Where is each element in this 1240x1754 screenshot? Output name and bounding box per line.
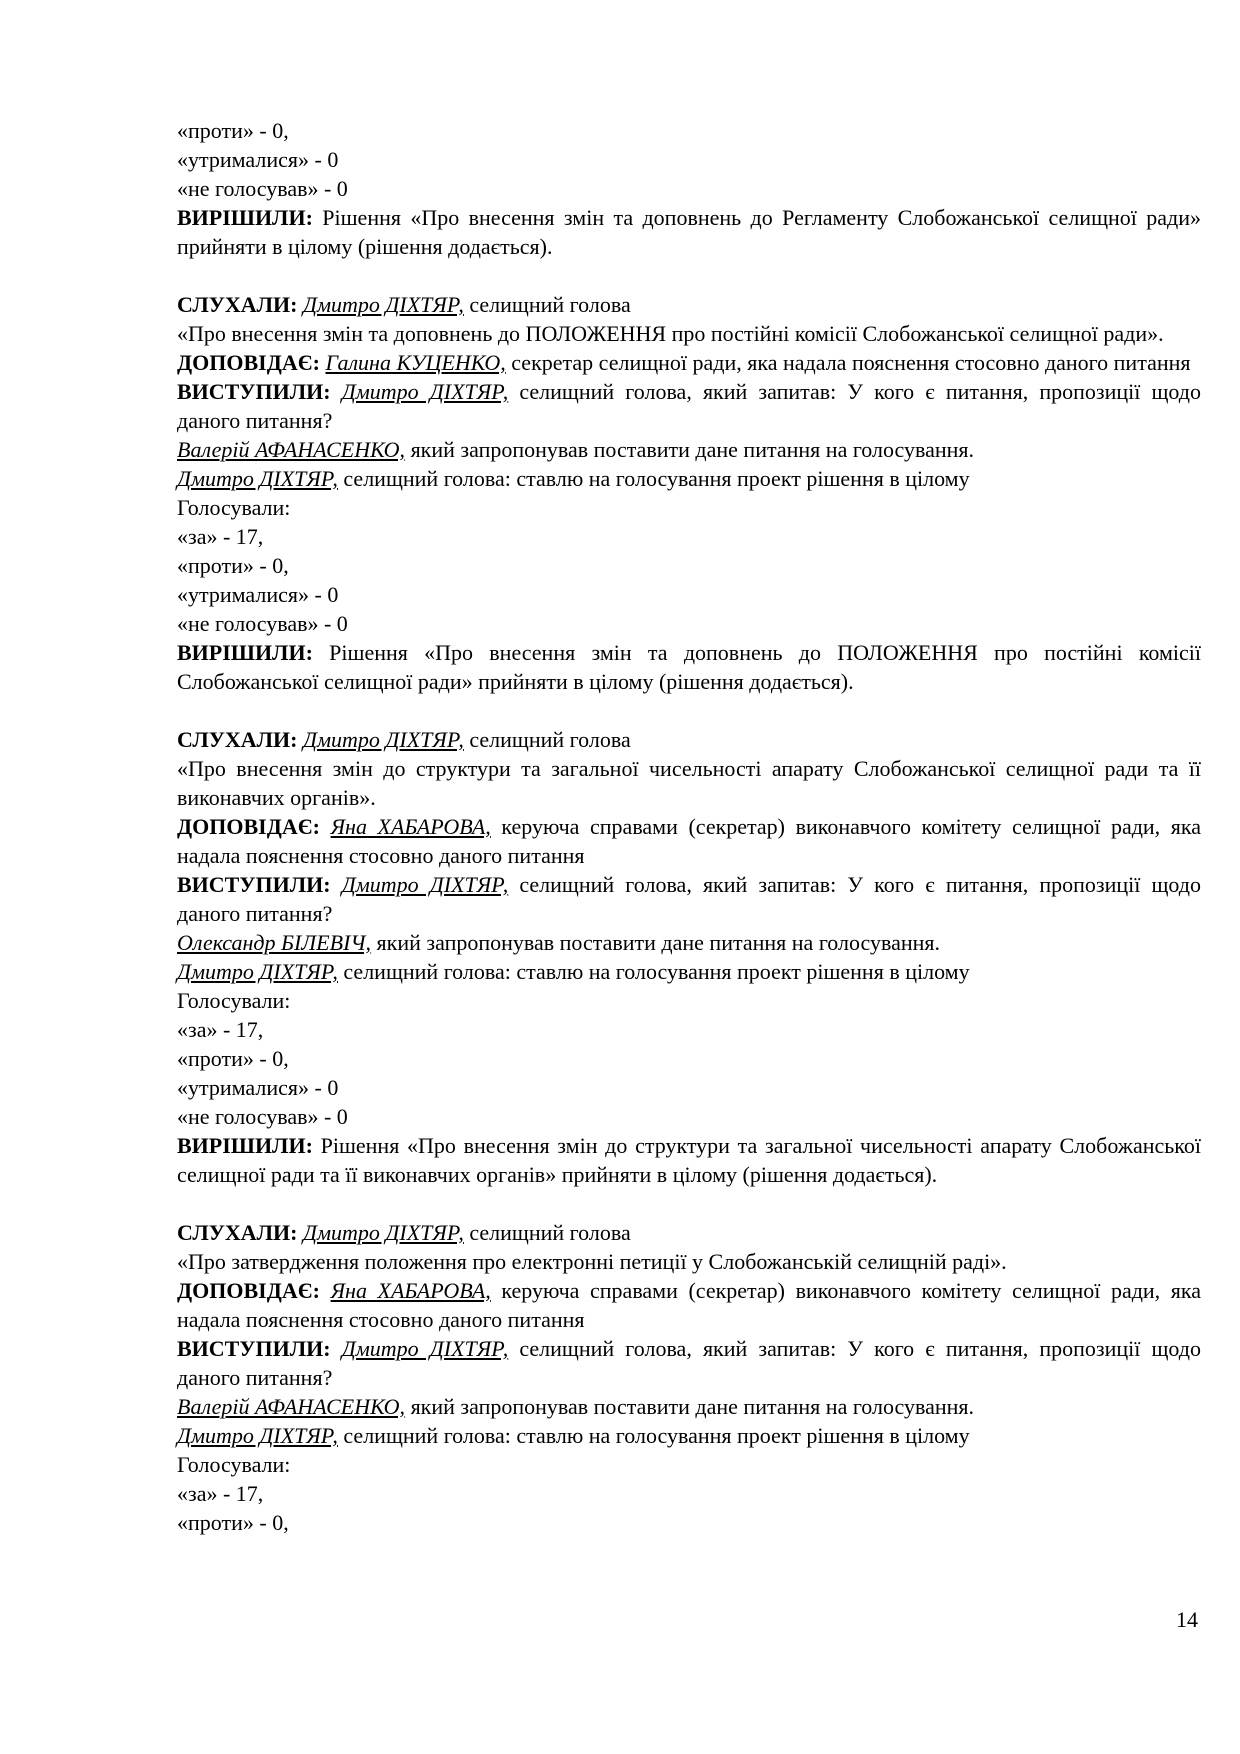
vote-not-voted: «не голосував» - 0 [177,1104,348,1129]
speaker-role: селищний голова [463,292,631,317]
decided-label: ВИРІШИЛИ: [177,640,313,665]
heard-line [177,1218,1201,1247]
chair-name: Дмитро ДІХТЯР, [177,959,338,984]
vote-against: «проти» - 0, [177,1510,289,1535]
speaker-role: селищний голова [463,727,631,752]
speaker-name: Дмитро ДІХТЯР, [341,872,509,897]
spoke-paragraph [177,377,1201,435]
spoke-text: селищний голова, який запитав: У кого є питання, пропозиції щодо даного питання? [177,379,1201,433]
spoke-paragraph [177,870,1201,928]
spoke-text: селищний голова, який запитав: У кого є питання, пропозиції щодо даного питання? [177,872,1201,926]
proposal-text: який запропонував поставити дане питання на голосування. [405,1394,975,1419]
chair-text: селищний голова: ставлю на голосування проект рішення в цілому [337,1423,970,1448]
report-text: секретар селищної ради, яка надала пояснення стосовно даного питання [505,350,1191,375]
report-paragraph [177,1276,1201,1334]
decided-text: Рішення «Про внесення змін та доповнень до ПОЛОЖЕННЯ про постійні комісії Слобожанської селищної ради» прийняти в цілому (рішення додається). [177,640,1201,694]
decision-paragraph [177,638,1201,696]
agenda-topic: «Про внесення змін та доповнень до ПОЛОЖЕННЯ про постійні комісії Слобожанської селищної ради». [177,321,1164,346]
report-text: керуюча справами (секретар) виконавчого комітету селищної ради, яка надала пояснення стосовно даного питання [177,1278,1201,1332]
heard-label: СЛУХАЛИ: [177,1220,298,1245]
chair-text: селищний голова: ставлю на голосування проект рішення в цілому [337,466,970,491]
chair-name: Дмитро ДІХТЯР, [177,1423,338,1448]
report-label: ДОПОВІДАЄ: [177,350,320,375]
proposal-line [177,1392,1201,1421]
reporter-name: Галина КУЦЕНКО, [325,350,506,375]
spoke-text: селищний голова, який запитав: У кого є питання, пропозиції щодо даного питання? [177,1336,1201,1390]
document-page [177,116,1201,1537]
decided-label: ВИРІШИЛИ: [177,205,313,230]
decided-label: ВИРІШИЛИ: [177,1133,313,1158]
vote-for: «за» - 17, [177,1017,264,1042]
reporter-name: Яна ХАБАРОВА, [330,814,491,839]
vote-abstain: «утрималися» - 0 [177,147,339,172]
vote-against: «проти» - 0, [177,553,289,578]
proposer-name: Валерій АФАНАСЕНКО, [177,437,406,462]
vote-abstain: «утрималися» - 0 [177,582,339,607]
report-text: керуюча справами (секретар) виконавчого комітету селищної ради, яка надала пояснення стосовно даного питання [177,814,1201,868]
speaker-name: Дмитро ДІХТЯР, [302,292,464,317]
decision-paragraph [177,1131,1201,1189]
speaker-role: селищний голова [463,1220,631,1245]
speaker-name: Дмитро ДІХТЯР, [341,1336,509,1361]
proposer-name: Валерій АФАНАСЕНКО, [177,1394,406,1419]
chair-name: Дмитро ДІХТЯР, [177,466,338,491]
voted-label: Голосували: [177,988,291,1013]
spoke-paragraph [177,1334,1201,1392]
decided-text: Рішення «Про внесення змін до структури та загальної чисельності апарату Слобожанської селищної ради та її виконавчих органів» прийняти в цілому (рішення додається). [177,1133,1201,1187]
voted-label: Голосували: [177,495,291,520]
vote-for: «за» - 17, [177,524,264,549]
spoke-label: ВИСТУПИЛИ: [177,872,331,897]
report-label: ДОПОВІДАЄ: [177,814,320,839]
spoke-label: ВИСТУПИЛИ: [177,379,331,404]
spacer [177,261,1201,290]
report-label: ДОПОВІДАЄ: [177,1278,320,1303]
vote-against: «проти» - 0, [177,118,289,143]
chair-line [177,464,1201,493]
reporter-name: Яна ХАБАРОВА, [330,1278,491,1303]
proposal-text: який запропонував поставити дане питання на голосування. [405,437,975,462]
speaker-name: Дмитро ДІХТЯР, [341,379,509,404]
vote-not-voted: «не голосував» - 0 [177,611,348,636]
vote-for: «за» - 17, [177,1481,264,1506]
report-paragraph [177,348,1201,377]
heard-line [177,290,1201,319]
proposal-line [177,435,1201,464]
spoke-label: ВИСТУПИЛИ: [177,1336,331,1361]
agenda-topic: «Про затвердження положення про електронні петиції у Слобожанській селищній раді». [177,1249,1007,1274]
decision-paragraph [177,203,1201,261]
spacer [177,696,1201,725]
heard-label: СЛУХАЛИ: [177,292,298,317]
agenda-topic: «Про внесення змін до структури та загальної чисельності апарату Слобожанської селищної ради та її виконавчих органів». [177,756,1201,810]
chair-text: селищний голова: ставлю на голосування проект рішення в цілому [337,959,970,984]
vote-against: «проти» - 0, [177,1046,289,1071]
chair-line [177,957,1201,986]
proposal-line [177,928,1201,957]
proposal-text: який запропонував поставити дане питання на голосування. [371,930,941,955]
voted-label: Голосували: [177,1452,291,1477]
decided-text: Рішення «Про внесення змін та доповнень до Регламенту Слобожанської селищної ради» прийняти в цілому (рішення додається). [177,205,1201,259]
speaker-name: Дмитро ДІХТЯР, [302,727,464,752]
chair-line [177,1421,1201,1450]
heard-label: СЛУХАЛИ: [177,727,298,752]
proposer-name: Олександр БІЛЕВІЧ, [177,930,372,955]
report-paragraph [177,812,1201,870]
vote-abstain: «утрималися» - 0 [177,1075,339,1100]
page-number: 14 [1176,1607,1198,1632]
vote-not-voted: «не голосував» - 0 [177,176,348,201]
heard-line [177,725,1201,754]
speaker-name: Дмитро ДІХТЯР, [302,1220,464,1245]
spacer [177,1189,1201,1218]
